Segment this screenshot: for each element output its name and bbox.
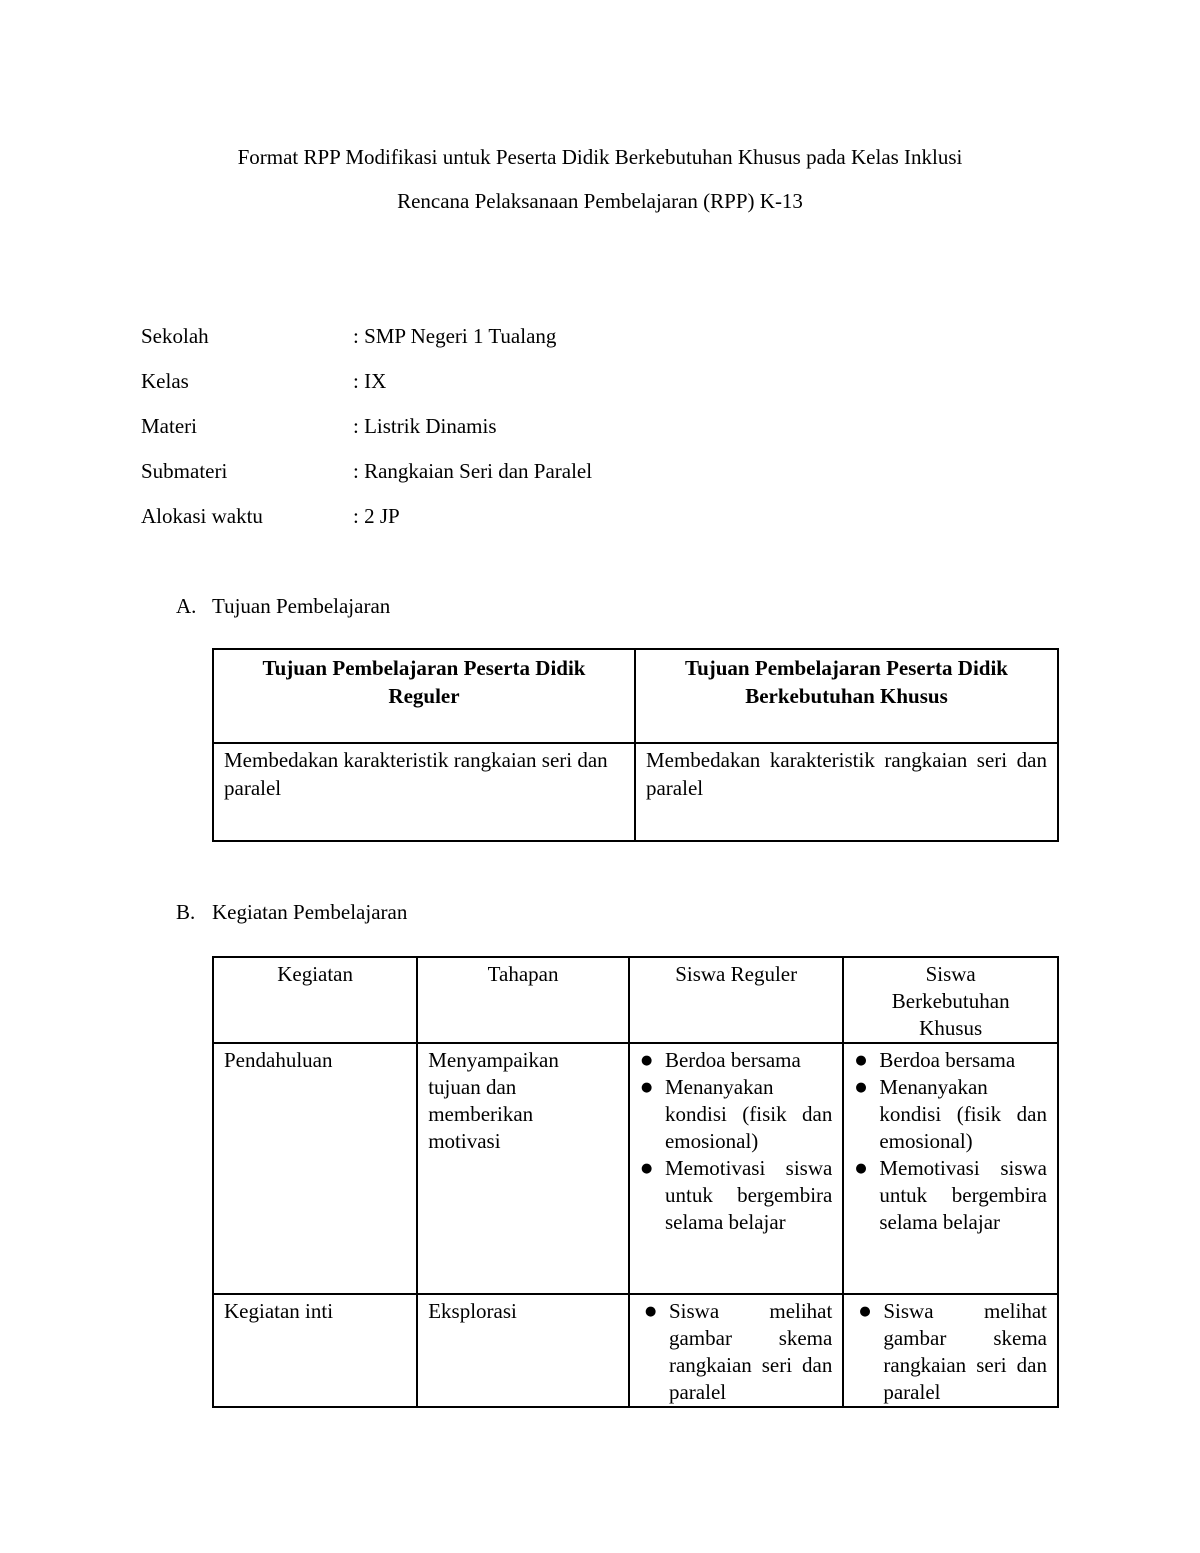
list-item: ● Berdoa bersama	[854, 1047, 1047, 1074]
info-label: Sekolah	[141, 324, 209, 348]
list-item: ● Siswa melihat gambar skema rangkaian seri dan paralel	[644, 1298, 832, 1406]
table-header-cell: Siswa Reguler	[629, 957, 843, 1043]
info-label: Alokasi waktu	[141, 504, 263, 528]
page-subtitle: Rencana Pelaksanaan Pembelajaran (RPP) K-13	[397, 189, 803, 213]
info-label: Submateri	[141, 459, 228, 483]
table-header-row	[213, 649, 1058, 743]
table-cell: Membedakan karakteristik rangkaian seri dan paralel	[213, 743, 635, 841]
info-value: : IX	[353, 369, 387, 393]
list-item: ● Siswa melihat gambar skema rangkaian seri dan paralel	[858, 1298, 1047, 1406]
info-row-submateri	[141, 456, 592, 501]
info-label: Kelas	[141, 369, 189, 393]
table-header-cell: Tujuan Pembelajaran Peserta Didik Berkebutuhan Khusus	[635, 649, 1058, 743]
info-label: Materi	[141, 414, 197, 438]
table-row	[213, 1043, 1058, 1294]
info-value: : Listrik Dinamis	[353, 414, 497, 438]
info-row-kelas	[141, 366, 592, 411]
bullet-list	[640, 1298, 832, 1406]
tahapan-cell: Menyampaikan tujuan dan memberikan motivasi	[417, 1043, 629, 1294]
bullet-list	[640, 1047, 832, 1236]
list-item: ● Menanyakan kondisi (fisik dan emosional)	[854, 1074, 1047, 1155]
siswa-khusus-cell	[843, 1043, 1058, 1294]
section-a-heading	[176, 591, 390, 621]
table-header-cell: Siswa Berkebutuhan Khusus	[843, 957, 1058, 1043]
page-title: Format RPP Modifikasi untuk Peserta Didik Berkebutuhan Khusus pada Kelas Inklusi	[237, 145, 963, 169]
info-value: : SMP Negeri 1 Tualang	[353, 324, 557, 348]
info-row-alokasi-waktu	[141, 501, 592, 546]
tujuan-table	[212, 648, 1059, 842]
siswa-reguler-cell	[629, 1043, 843, 1294]
bullet-list	[854, 1047, 1047, 1236]
table-row	[213, 743, 1058, 841]
info-value: : Rangkaian Seri dan Paralel	[353, 459, 593, 483]
list-item: ● Memotivasi siswa untuk bergembira selama belajar	[854, 1155, 1047, 1236]
section-b-heading	[176, 897, 407, 927]
list-item: ● Berdoa bersama	[640, 1047, 832, 1074]
table-header-cell: Tujuan Pembelajaran Peserta Didik Reguler	[213, 649, 635, 743]
table-header-row	[213, 957, 1058, 1043]
kegiatan-table	[212, 956, 1059, 1408]
table-cell: Membedakan karakteristik rangkaian seri dan paralel	[635, 743, 1058, 841]
list-item: ● Memotivasi siswa untuk bergembira selama belajar	[640, 1155, 832, 1236]
info-value: : 2 JP	[353, 504, 400, 528]
section-letter: A.	[176, 594, 197, 618]
kegiatan-cell: Kegiatan inti	[213, 1294, 417, 1407]
section-title: Tujuan Pembelajaran	[212, 594, 391, 618]
section-letter: B.	[176, 900, 196, 924]
identity-info	[141, 321, 592, 546]
siswa-reguler-cell	[629, 1294, 843, 1407]
bullet-list	[854, 1298, 1047, 1406]
list-item: ● Menanyakan kondisi (fisik dan emosional)	[640, 1074, 832, 1155]
section-title: Kegiatan Pembelajaran	[212, 900, 408, 924]
table-row	[213, 1294, 1058, 1407]
kegiatan-cell: Pendahuluan	[213, 1043, 417, 1294]
info-row-sekolah	[141, 321, 592, 366]
tahapan-cell: Eksplorasi	[417, 1294, 629, 1407]
table-header-cell: Tahapan	[417, 957, 629, 1043]
siswa-khusus-cell	[843, 1294, 1058, 1407]
info-row-materi	[141, 411, 592, 456]
table-header-cell: Kegiatan	[213, 957, 417, 1043]
